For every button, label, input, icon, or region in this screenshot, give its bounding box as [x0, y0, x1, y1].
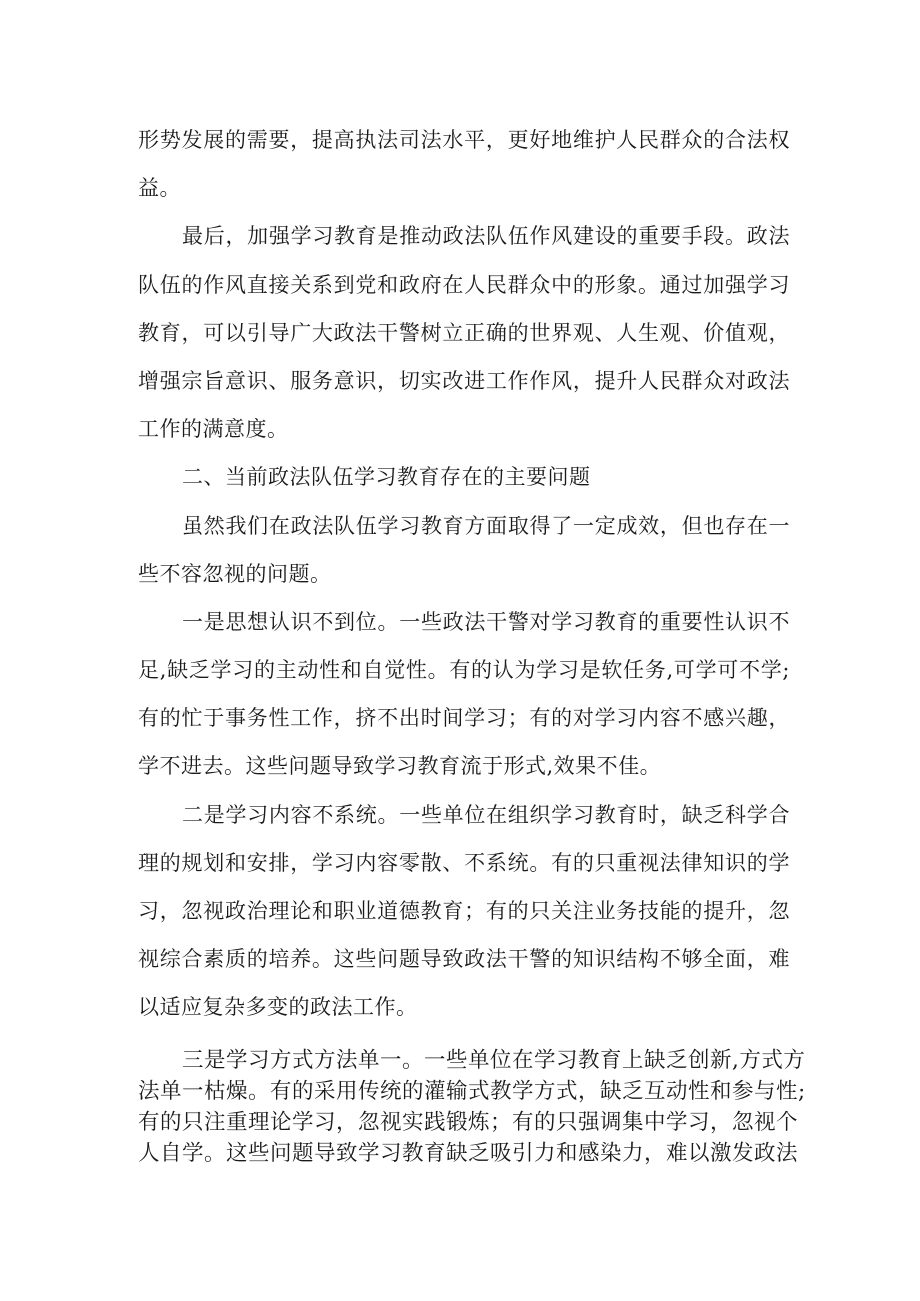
- text-line: 人自学。这些问题导致学习教育缺乏吸引力和感染力，难以激发政法: [138, 1141, 799, 1166]
- text-line: 一是思想认识不到位。一些政法干警对学习教育的重要性认识不: [182, 609, 790, 634]
- text-line: 增强宗旨意识、服务意识，切实改进工作作风，提升人民群众对政法: [138, 368, 790, 393]
- section-heading: 二、当前政法队伍学习教育存在的主要问题: [182, 465, 591, 490]
- text-line: 法单一枯燥。有的采用传统的灌输式教学方式，缺乏互动性和参与性;: [138, 1079, 806, 1104]
- text-line: 教育，可以引导广大政法干警树立正确的世界观、人生观、价值观，: [138, 320, 790, 345]
- text-line: 以适应复杂多变的政法工作。: [138, 995, 418, 1020]
- text-line: 二是学习内容不系统。一些单位在组织学习教育时，缺乏科学合: [182, 802, 790, 827]
- text-line: 视综合素质的培养。这些问题导致政法干警的知识结构不够全面，难: [138, 947, 790, 972]
- text-line: 最后，加强学习教育是推动政法队伍作风建设的重要手段。政法: [182, 224, 790, 249]
- text-line: 虽然我们在政法队伍学习教育方面取得了一定成效，但也存在一: [182, 513, 790, 538]
- text-line: 些不容忽视的问题。: [138, 561, 332, 586]
- text-line: 形势发展的需要，提高执法司法水平，更好地维护人民群众的合法权: [138, 128, 790, 152]
- text-line: 理的规划和安排，学习内容零散、不系统。有的只重视法律知识的学: [138, 850, 790, 875]
- text-line: 足,缺乏学习的主动性和自觉性。有的认为学习是软任务,可学可不学;: [138, 658, 790, 683]
- text-line: 益。: [138, 176, 181, 201]
- text-line: 学不进去。这些问题导致学习教育流于形式,效果不佳。: [138, 754, 662, 779]
- text-line: 三是学习方式方法单一。一些单位在学习教育上缺乏创新,方式方: [182, 1048, 806, 1073]
- body-text-block: [138, 116, 790, 1032]
- text-line: 有的忙于事务性工作，挤不出时间学习；有的对学习内容不感兴趣，: [138, 706, 790, 731]
- body-text-block-compact: [138, 1045, 806, 1169]
- text-line: 工作的满意度。: [138, 417, 289, 442]
- text-line: 有的只注重理论学习，忽视实践锻炼；有的只强调集中学习，忽视个: [138, 1110, 799, 1135]
- text-line: 习，忽视政治理论和职业道德教育；有的只关注业务技能的提升，忽: [138, 899, 790, 923]
- text-line: 队伍的作风直接关系到党和政府在人民群众中的形象。通过加强学习: [138, 272, 790, 297]
